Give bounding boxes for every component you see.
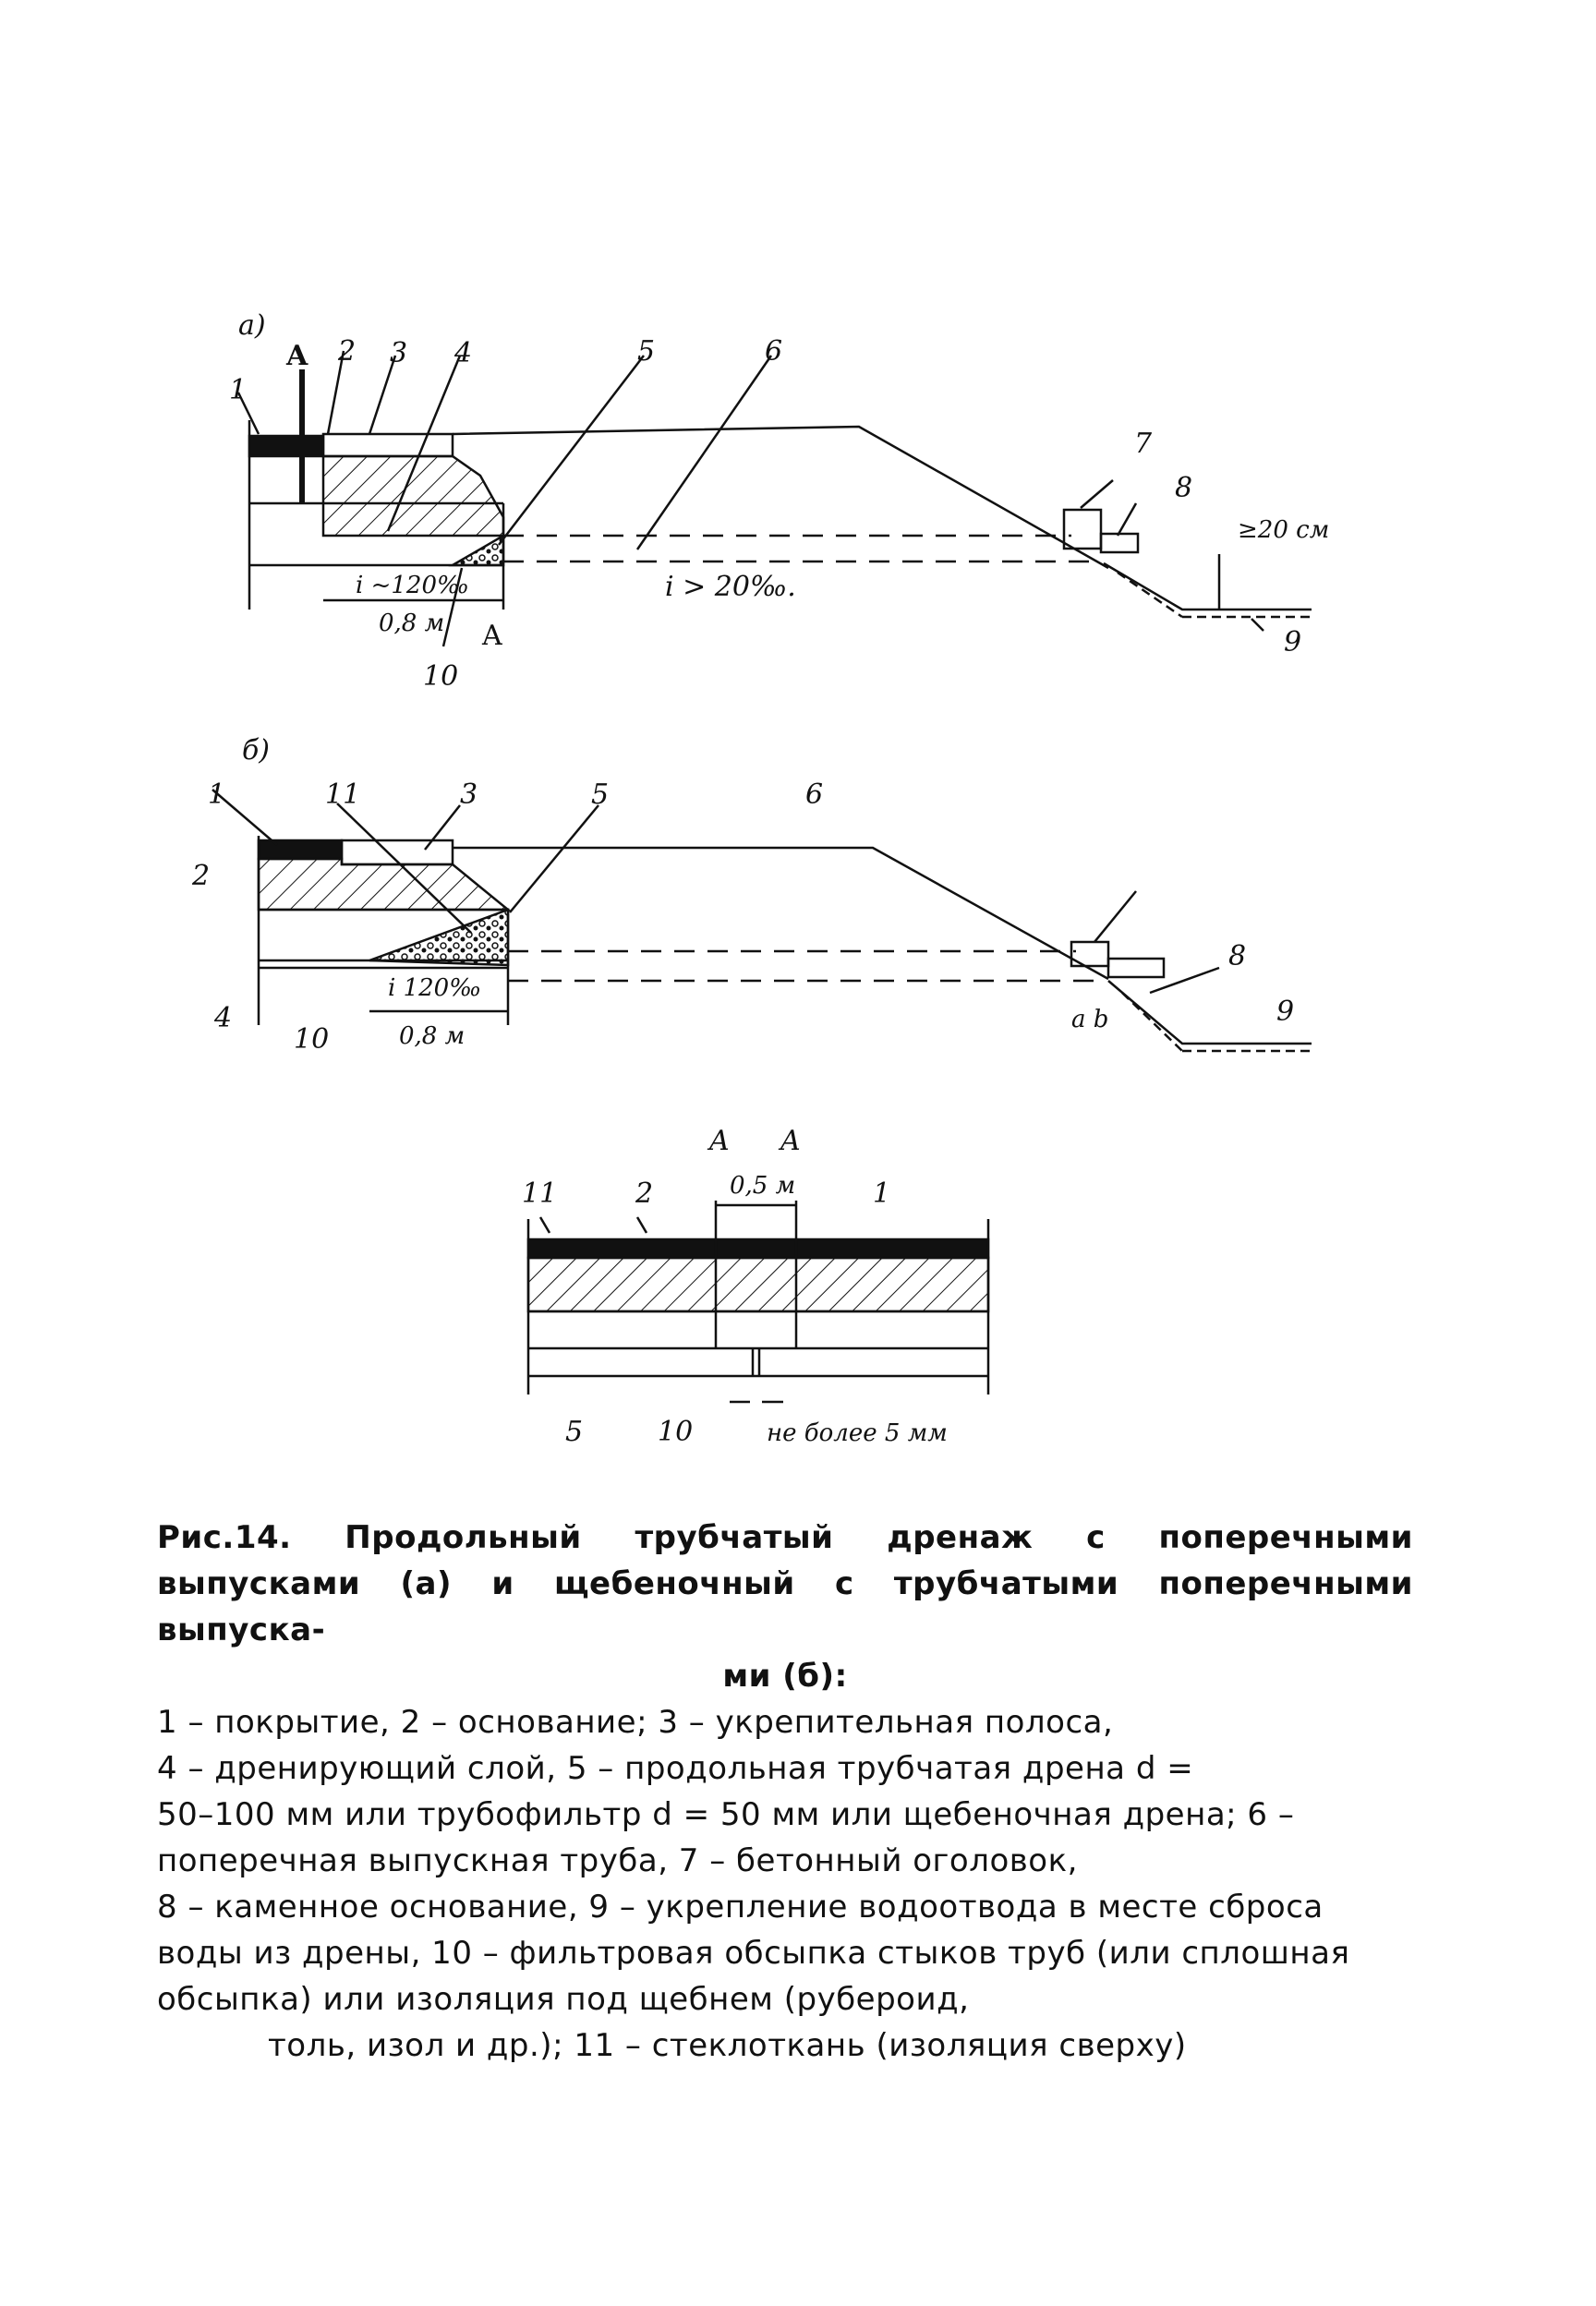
caption-legend-line-5: толь, изол и др.); 11 – стеклоткань (изоляция сверху) xyxy=(268,2027,1187,2064)
panel-a-callout-3: 3 xyxy=(390,337,408,369)
panel-a-label: а) xyxy=(238,309,266,342)
panel-b-road-surface xyxy=(453,848,1108,979)
section-aa xyxy=(522,1125,988,1448)
panel-b-callout-8: 8 xyxy=(1228,940,1247,972)
panel-a-callout-8: 8 xyxy=(1175,472,1193,504)
section-aa-mark-left: A xyxy=(709,1125,730,1157)
panel-a-outlet-lining xyxy=(1118,573,1182,617)
panel-a-callout-10: 10 xyxy=(423,660,459,693)
panel-b-base xyxy=(259,859,508,910)
section-aa-gap-note: не более 5 мм xyxy=(767,1419,948,1447)
caption-title-end: ми (б): xyxy=(722,1658,848,1695)
section-aa-pavement xyxy=(528,1239,988,1258)
panel-b-callout-5: 5 xyxy=(591,779,610,811)
caption-legend-line-1: 1 – покрытие, 2 – основание; 3 – укрепительная полоса, xyxy=(157,1704,1114,1741)
panel-b-callout-6: 6 xyxy=(805,779,824,811)
section-aa-base xyxy=(528,1258,988,1311)
panel-a-leader-9 xyxy=(1251,619,1264,631)
panel-a-gravel-drain xyxy=(453,536,503,565)
section-aa-leader-2 xyxy=(637,1217,647,1233)
panel-b-leader-3 xyxy=(425,805,460,850)
panel-a-callout-5: 5 xyxy=(637,335,656,368)
panel-b-label: б) xyxy=(242,734,271,767)
panel-a-callout-1: 1 xyxy=(229,374,248,406)
panel-a-callout-2: 2 xyxy=(338,335,357,368)
panel-a-width: 0,8 м xyxy=(379,610,445,637)
panel-a-section-mark-bottom: A xyxy=(482,620,502,652)
panel-b-callout-2: 2 xyxy=(192,860,211,892)
section-aa-callout-10: 10 xyxy=(658,1416,694,1448)
panel-b-leader-top xyxy=(1094,891,1136,942)
section-aa-width: 0,5 м xyxy=(730,1172,796,1200)
caption-legend-line-4: 8 – каменное основание, 9 – укрепление водоотвода в месте сброса воды из дрены, 10 – фильтровая обсыпка стыков труб (или сплошная обсыпка) или изоляция под щебнем (рубероид, xyxy=(157,1889,1350,2018)
panel-a-height: ≥20 см xyxy=(1238,516,1330,544)
panel-b-callout-11: 11 xyxy=(325,779,361,811)
panel-a-section-mark-top: A xyxy=(286,340,308,372)
panel-a-leader-7 xyxy=(1081,480,1113,508)
panel-a-callout-4: 4 xyxy=(454,337,473,369)
panel-a-leader-6 xyxy=(637,356,771,549)
panel-a-concrete-head xyxy=(1064,510,1101,549)
panel-b-extra-mark: a b xyxy=(1071,1006,1109,1033)
panel-a-slope-outer: i > 20‰. xyxy=(665,571,796,603)
panel-a-callout-6: 6 xyxy=(765,335,783,368)
panel-b-leader-8 xyxy=(1150,968,1219,993)
caption-legend-line-2: 4 – дренирующий слой, 5 – продольная трубчатая дрена d = xyxy=(157,1750,1194,1787)
panel-b-callout-3: 3 xyxy=(460,779,478,811)
panel-a-slope-inner: i ~120‰ xyxy=(356,572,469,599)
panel-a-outlet-channel xyxy=(1104,563,1312,610)
panel-a-leader-5 xyxy=(499,356,644,545)
panel-a-pavement xyxy=(249,436,323,456)
panel-b-callout-1: 1 xyxy=(208,779,226,811)
panel-a-leader-8 xyxy=(1118,503,1136,536)
panel-b-callout-9: 9 xyxy=(1276,996,1295,1028)
panel-b-slope-inner: i 120‰ xyxy=(388,974,482,1002)
panel-b-leader-5 xyxy=(510,805,598,912)
section-aa-callout-11: 11 xyxy=(522,1177,558,1210)
panel-a-callout-7: 7 xyxy=(1134,428,1153,460)
panel-a-road-surface xyxy=(453,427,1108,568)
section-aa-leader-11 xyxy=(540,1217,550,1233)
caption-title: Рис.14. Продольный трубчатый дренаж с поперечными выпусками (а) и щебеночный с трубчатыми поперечными выпуска- xyxy=(157,1519,1413,1648)
panel-a-shoulder-strip xyxy=(323,434,453,456)
section-aa-callout-1: 1 xyxy=(873,1177,891,1210)
section-aa-callout-2: 2 xyxy=(635,1177,654,1210)
panel-b-callout-4: 4 xyxy=(214,1002,233,1034)
panel-b-stone-base xyxy=(1108,959,1164,977)
panel-b-callout-10: 10 xyxy=(294,1023,330,1056)
panel-b-gravel-drain xyxy=(369,910,508,965)
panel-b xyxy=(191,734,1312,1056)
section-aa-mark-right: A xyxy=(780,1125,801,1157)
caption-legend-line-3: 50–100 мм или трубофильтр d = 50 мм или щебеночная дрена; 6 – поперечная выпускная труба, 7 – бетонный оголовок, xyxy=(157,1796,1295,1879)
panel-a xyxy=(229,309,1329,693)
panel-a-callout-9: 9 xyxy=(1284,626,1302,658)
panel-b-width: 0,8 м xyxy=(399,1022,466,1050)
section-aa-callout-5: 5 xyxy=(565,1416,584,1448)
panel-a-stone-base xyxy=(1101,534,1138,552)
panel-b-pavement xyxy=(259,840,342,859)
figure-caption xyxy=(157,1515,1413,2069)
